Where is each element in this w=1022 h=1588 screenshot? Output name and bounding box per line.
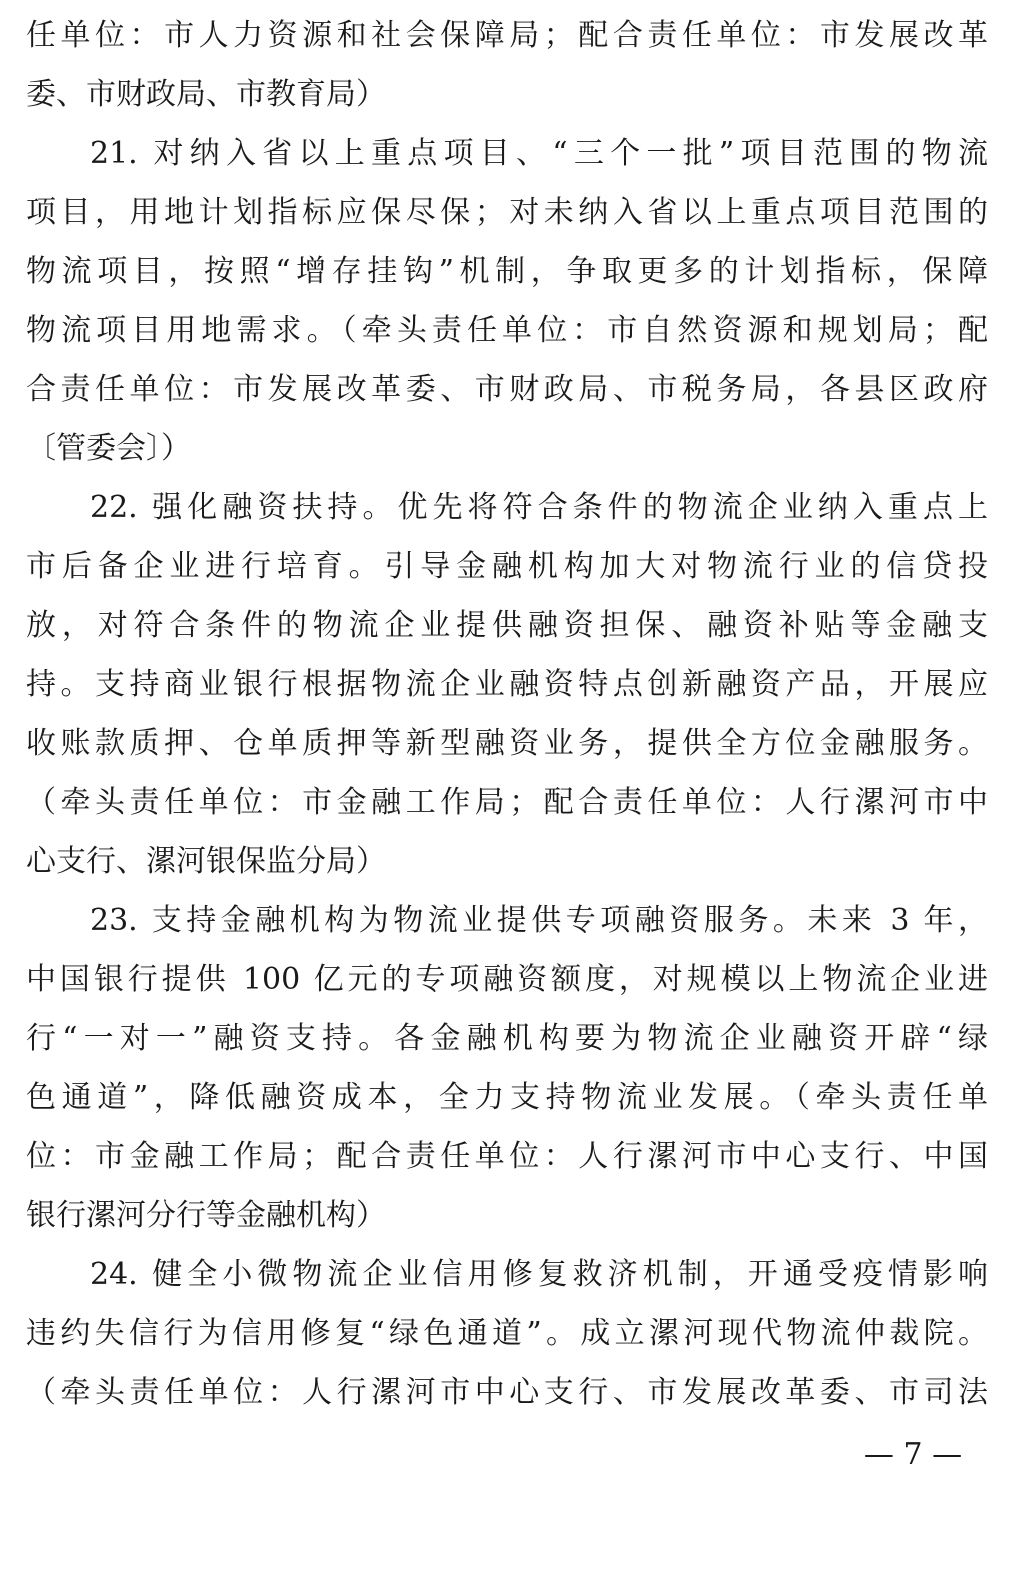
text-line: 放，对符合条件的物流企业提供融资担保、融资补贴等金融支 [26, 608, 988, 643]
text-line: 心支行、漯河银保监分局） [26, 844, 386, 879]
text-line: 行“一对一”融资支持。各金融机构要为物流企业融资开辟“绿 [26, 1021, 988, 1056]
text-line: 项目，用地计划指标应保尽保；对未纳入省以上重点项目范围的 [26, 195, 988, 230]
text-line: 物流项目用地需求。（牵头责任单位：市自然资源和规划局；配 [26, 313, 988, 348]
text-line: 色通道”，降低融资成本，全力支持物流业发展。（牵头责任单 [26, 1080, 988, 1115]
text-line: 持。支持商业银行根据物流企业融资特点创新融资产品，开展应 [26, 667, 988, 702]
paragraph-23-start: 23. 支持金融机构为物流业提供专项融资服务。未来 3 年， [90, 903, 988, 938]
text-line: 违约失信行为信用修复“绿色通道”。成立漯河现代物流仲裁院。 [26, 1316, 988, 1351]
text-line: 〔管委会〕） [26, 431, 191, 466]
text-line: （牵头责任单位：人行漯河市中心支行、市发展改革委、市司法 [26, 1375, 988, 1410]
text-line: 委、市财政局、市教育局） [26, 77, 386, 112]
text-line: 市后备企业进行培育。引导金融机构加大对物流行业的信贷投 [26, 549, 988, 584]
paragraph-21-start: 21. 对纳入省以上重点项目、“三个一批”项目范围的物流 [90, 136, 988, 171]
text-line: 物流项目，按照“增存挂钩”机制，争取更多的计划指标，保障 [26, 254, 988, 289]
paragraph-22-start: 22. 强化融资扶持。优先将符合条件的物流企业纳入重点上 [90, 490, 988, 525]
text-line: 银行漯河分行等金融机构） [26, 1198, 386, 1233]
paragraph-24-start: 24. 健全小微物流企业信用修复救济机制，开通受疫情影响 [90, 1257, 988, 1292]
text-line: （牵头责任单位：市金融工作局；配合责任单位：人行漯河市中 [26, 785, 988, 820]
page-number: — 7 — [863, 1437, 963, 1472]
text-line: 任单位：市人力资源和社会保障局；配合责任单位：市发展改革 [26, 18, 988, 53]
text-line: 收账款质押、仓单质押等新型融资业务，提供全方位金融服务。 [26, 726, 988, 761]
text-line: 合责任单位：市发展改革委、市财政局、市税务局，各县区政府 [26, 372, 988, 407]
text-line: 位：市金融工作局；配合责任单位：人行漯河市中心支行、中国 [26, 1139, 988, 1174]
text-line: 中国银行提供 100 亿元的专项融资额度，对规模以上物流企业进 [26, 962, 988, 997]
body-text [26, 6, 988, 1422]
